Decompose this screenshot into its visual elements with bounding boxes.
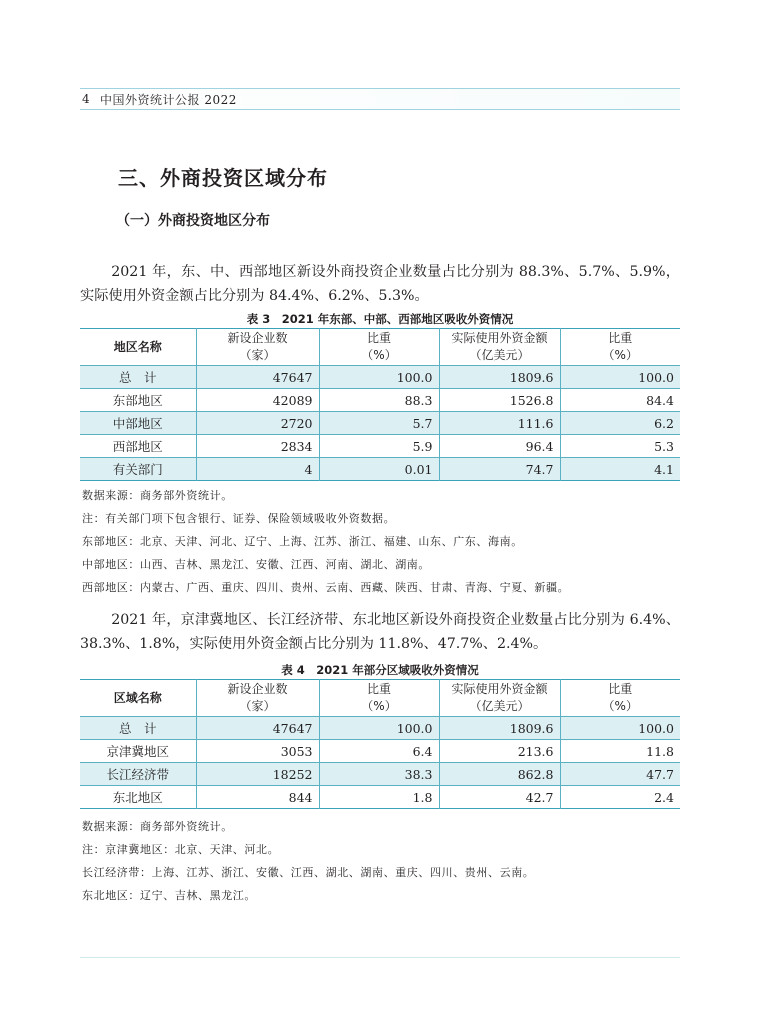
cell-firms-share: 100.0 [319, 366, 439, 389]
header-unit: （亿美元） [469, 348, 530, 362]
table-row [80, 366, 680, 389]
cell-name: 中部地区 [80, 412, 196, 435]
subsection-title: （一）外商投资地区分布 [116, 213, 270, 229]
table3-header-firms [196, 329, 319, 366]
cell-amount-share: 100.0 [638, 720, 674, 736]
cell-amount: 862.8 [439, 763, 560, 786]
table3-header-amount-share [560, 329, 680, 366]
cell-amount-share: 5.3 [654, 438, 674, 454]
cell-firms: 18252 [196, 763, 319, 786]
footer-rule [80, 957, 680, 958]
cell-firms: 2720 [196, 412, 319, 435]
table4-note-yangtze: 长江经济带：上海、江苏、浙江、安徽、江西、湖北、湖南、重庆、四川、贵州、云南。 [82, 866, 535, 879]
section-title: 三、外商投资区域分布 [118, 166, 328, 190]
running-header [80, 88, 680, 110]
page-number: 4 [82, 92, 90, 106]
table4-notes [82, 815, 682, 907]
cell-firms: 844 [196, 786, 319, 809]
header-unit: （家） [239, 348, 276, 362]
cell-firms-share: 88.3 [319, 389, 439, 412]
cell-firms-share: 38.3 [319, 763, 439, 786]
header-line: 比重 [366, 682, 391, 696]
cell-name: 总 计 [80, 366, 196, 389]
cell-amount: 1809.6 [439, 717, 560, 740]
table3-header-name: 地区名称 [80, 329, 196, 366]
cell-name: 东部地区 [80, 389, 196, 412]
cell-amount: 213.6 [439, 740, 560, 763]
cell-firms: 2834 [196, 435, 319, 458]
table-row [80, 786, 680, 809]
table-row [80, 389, 680, 412]
paragraph-1: 2021 年，东、中、西部地区新设外商投资企业数量占比分别为 88.3%、5.7%、5.9%，实际使用外资金额占比分别为 84.4%、6.2%、5.3%。 [80, 264, 680, 304]
cell-firms-share: 1.8 [319, 786, 439, 809]
cell-amount: 1809.6 [439, 366, 560, 389]
cell-firms: 47647 [196, 717, 319, 740]
table4-note-jjj: 注：京津冀地区：北京、天津、河北。 [82, 843, 280, 856]
cell-amount-share: 2.4 [654, 789, 674, 805]
cell-amount: 96.4 [439, 435, 560, 458]
table4-header-firms-share [319, 680, 439, 717]
table3-note-west: 西部地区：内蒙古、广西、重庆、四川、贵州、云南、西藏、陕西、甘肃、青海、宁夏、新疆。 [82, 581, 570, 594]
table4-header-name: 区域名称 [80, 680, 196, 717]
cell-firms: 4 [196, 458, 319, 481]
cell-amount: 42.7 [439, 786, 560, 809]
cell-firms-share: 5.9 [319, 435, 439, 458]
cell-amount-share: 47.7 [646, 766, 674, 782]
cell-amount-share: 6.2 [654, 415, 674, 431]
header-line: 新设企业数 [227, 331, 288, 345]
table4-note-northeast: 东北地区：辽宁、吉林、黑龙江。 [82, 889, 256, 902]
table4-header-amount-share [560, 680, 680, 717]
paragraph-2: 2021 年，京津冀地区、长江经济带、东北地区新设外商投资企业数量占比分别为 6.4%、38.3%、1.8%，实际使用外资金额占比分别为 11.8%、47.7%、2.4%。 [80, 612, 680, 652]
table-row [80, 458, 680, 481]
cell-amount: 111.6 [439, 412, 560, 435]
table4-caption: 表 4 2021 年部分区域吸收外资情况 [281, 663, 479, 677]
table3-header-firms-share [319, 329, 439, 366]
cell-name: 总 计 [80, 717, 196, 740]
table3-notes [82, 484, 682, 599]
cell-firms: 3053 [196, 740, 319, 763]
table4-header-firms [196, 680, 319, 717]
table4-header-row [80, 680, 680, 717]
header-unit: （亿美元） [469, 699, 530, 713]
cell-name: 长江经济带 [80, 763, 196, 786]
table3-header-amount [439, 329, 560, 366]
table3-note-source: 数据来源：商务部外资统计。 [82, 489, 233, 502]
cell-firms: 42089 [196, 389, 319, 412]
header-line: 新设企业数 [227, 682, 288, 696]
table3-note-east: 东部地区：北京、天津、河北、辽宁、上海、江苏、浙江、福建、山东、广东、海南。 [82, 535, 523, 548]
header-line: 比重 [366, 331, 391, 345]
cell-firms: 47647 [196, 366, 319, 389]
cell-amount-share: 84.4 [646, 392, 674, 408]
cell-amount-share: 100.0 [638, 369, 674, 385]
table-row [80, 435, 680, 458]
cell-amount: 74.7 [439, 458, 560, 481]
header-line: 比重 [608, 331, 633, 345]
cell-name: 东北地区 [80, 786, 196, 809]
table-row [80, 717, 680, 740]
cell-name: 西部地区 [80, 435, 196, 458]
table-row [80, 740, 680, 763]
header-line: 实际使用外资金额 [451, 682, 548, 696]
table4-note-source: 数据来源：商务部外资统计。 [82, 820, 233, 833]
table4-header-amount [439, 680, 560, 717]
table-row [80, 763, 680, 786]
cell-firms-share: 100.0 [319, 717, 439, 740]
header-unit: （%） [602, 699, 638, 713]
header-unit: （%） [361, 348, 397, 362]
cell-amount: 1526.8 [439, 389, 560, 412]
table3 [80, 328, 680, 481]
cell-firms-share: 6.4 [319, 740, 439, 763]
header-line: 比重 [608, 682, 633, 696]
header-unit: （家） [239, 699, 276, 713]
header-unit: （%） [361, 699, 397, 713]
cell-firms-share: 5.7 [319, 412, 439, 435]
table3-caption: 表 3 2021 年东部、中部、西部地区吸收外资情况 [246, 312, 514, 326]
cell-amount-share: 4.1 [654, 461, 674, 477]
table3-note-central: 中部地区：山西、吉林、黑龙江、安徽、江西、河南、湖北、湖南。 [82, 558, 430, 571]
cell-amount-share: 11.8 [646, 743, 674, 759]
publication-title: 中国外资统计公报 2022 [100, 92, 237, 107]
header-unit: （%） [602, 348, 638, 362]
cell-name: 京津冀地区 [80, 740, 196, 763]
table3-header-row [80, 329, 680, 366]
table4 [80, 679, 680, 809]
cell-firms-share: 0.01 [319, 458, 439, 481]
table3-note-remark: 注：有关部门项下包含银行、证券、保险领域吸收外资数据。 [82, 512, 396, 525]
table-row [80, 412, 680, 435]
header-line: 实际使用外资金额 [451, 331, 548, 345]
cell-name: 有关部门 [80, 458, 196, 481]
